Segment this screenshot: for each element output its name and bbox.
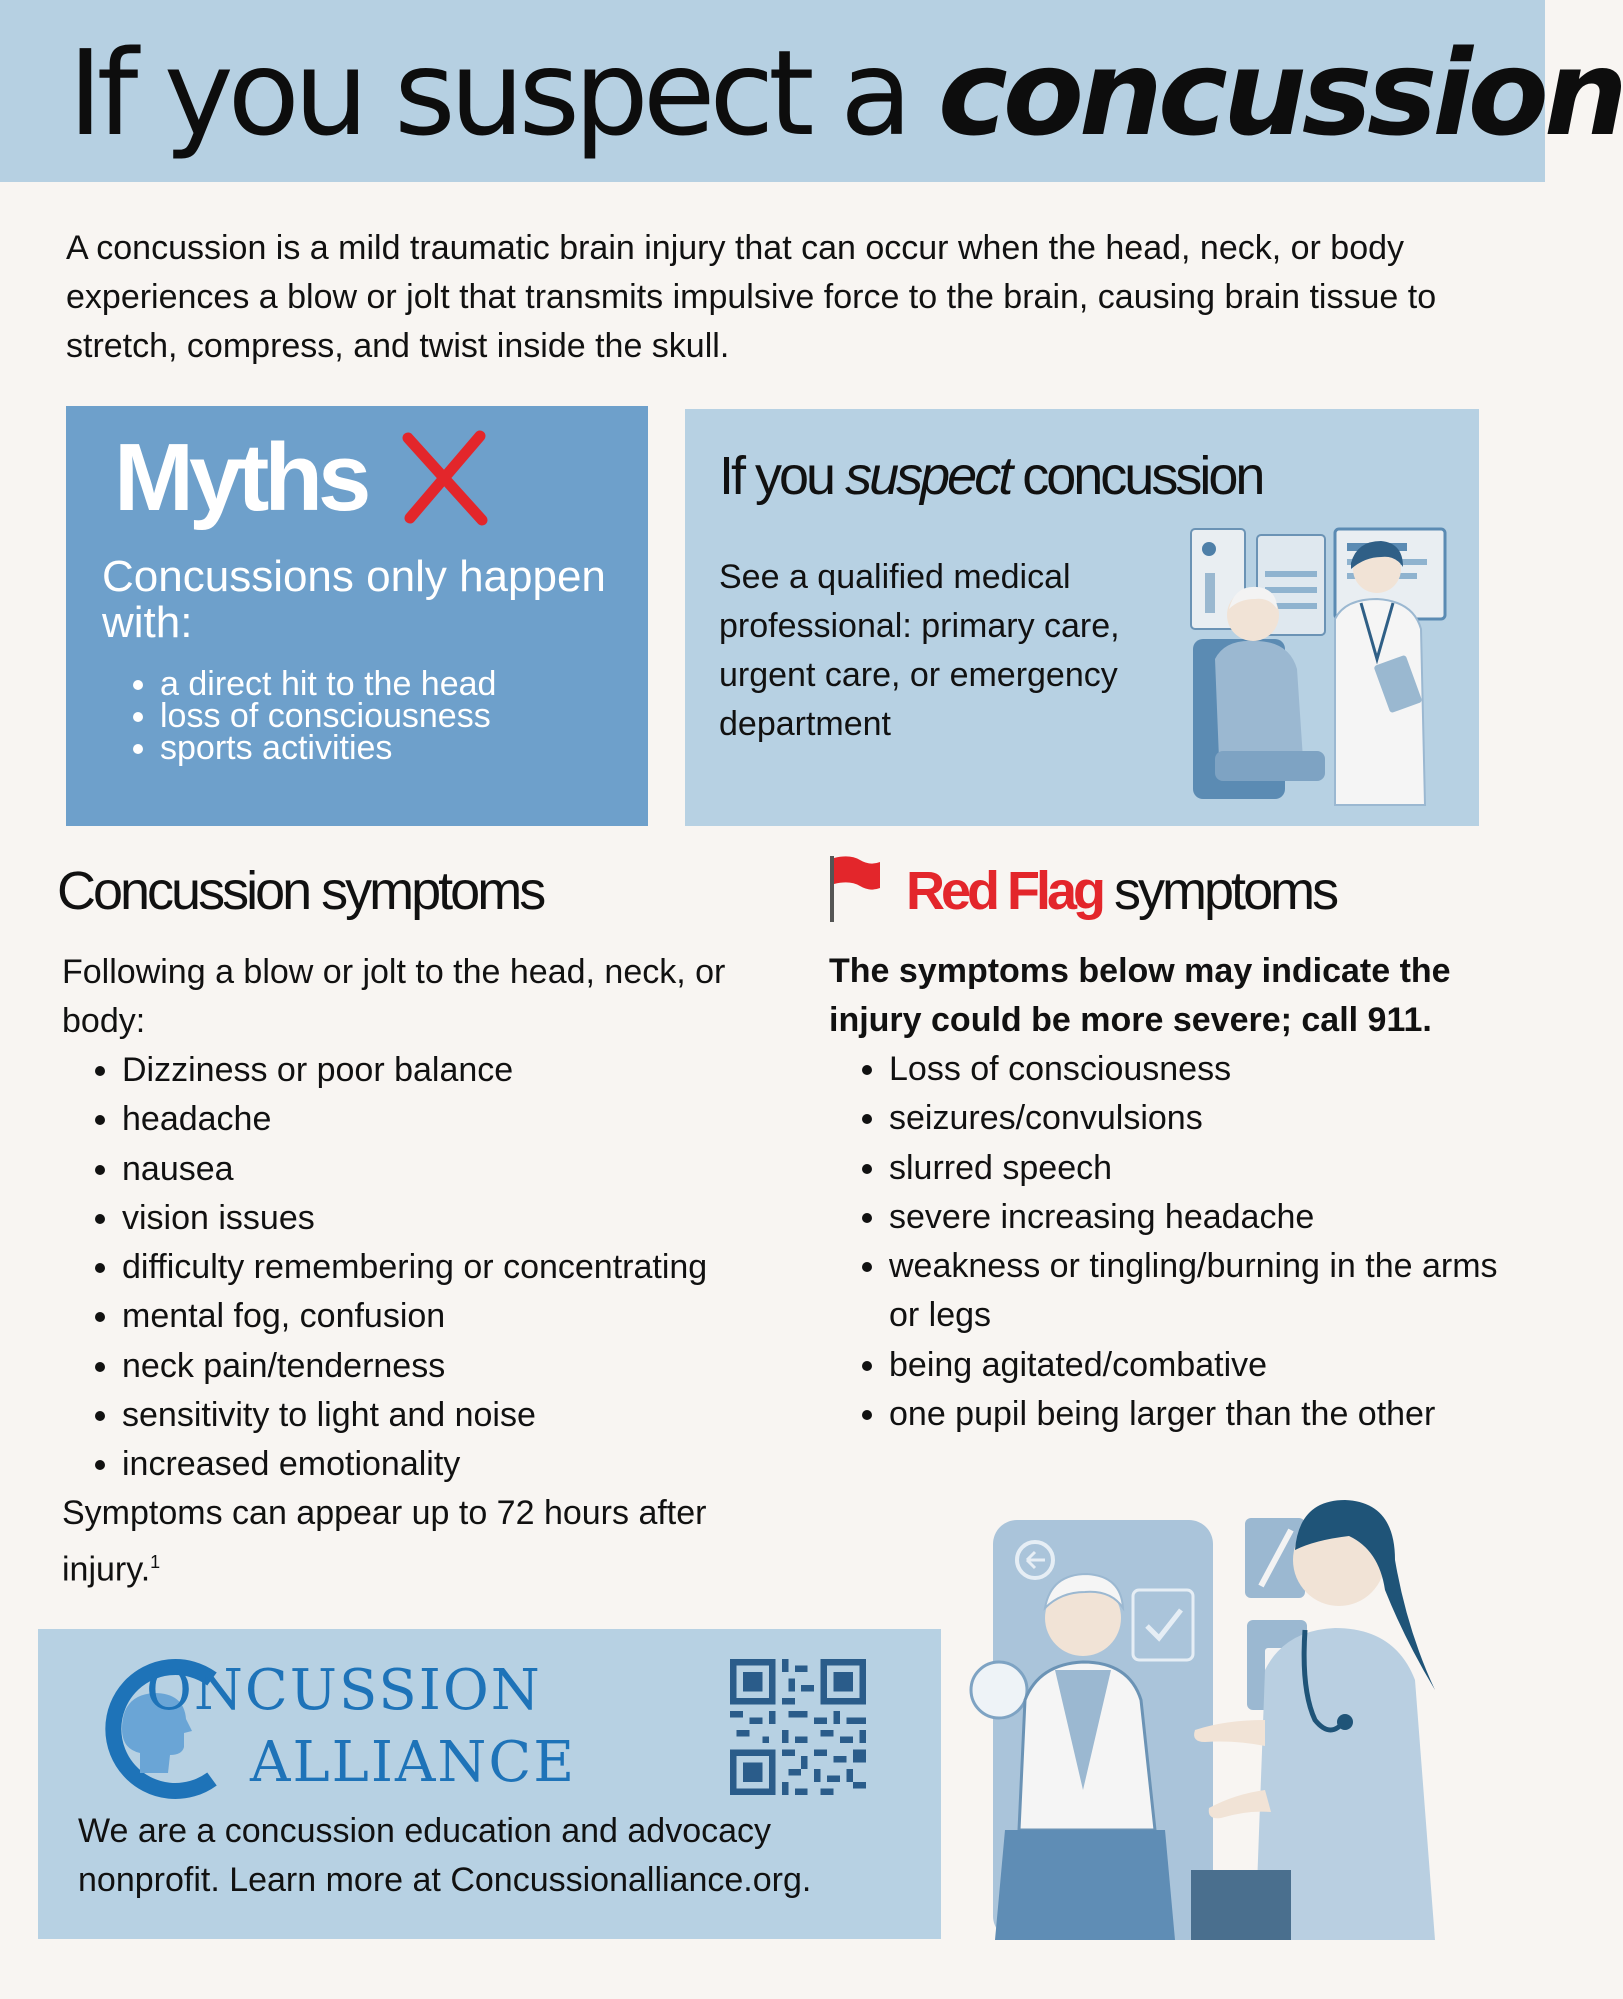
symptoms-intro: Following a blow or jolt to the head, neck, or body: [62, 953, 726, 1040]
symptoms-heading: Concussion symptoms [57, 861, 544, 921]
list-item: • Loss of consciousness [889, 1045, 1529, 1094]
logo-text-line2: ALLIANCE [250, 1730, 577, 1795]
suspect-title-after: concussion [1022, 446, 1263, 506]
list-item: • Dizziness or poor balance [122, 1046, 707, 1095]
suspect-title-emphasis: suspect [845, 446, 1011, 506]
list-item: • weakness or tingling/burning in the arms or legs [889, 1242, 1529, 1341]
list-item: • vision issues [122, 1194, 707, 1243]
red-flag-intro: The symptoms below may indicate the injury could be more severe; call 911. [829, 952, 1451, 1039]
red-flag-heading [906, 862, 1336, 921]
suspect-title [719, 447, 1262, 506]
list-item: • difficulty remembering or concentrating [122, 1243, 707, 1292]
intro-paragraph: A concussion is a mild traumatic brain injury that can occur when the head, neck, or body experiences a blow or jolt that transmits impulsive force to the brain, causing brain tissue to stretch, compress, and twist inside the skull. [66, 229, 1437, 365]
myths-box [66, 406, 648, 826]
list-item: • a direct hit to the head [160, 668, 496, 700]
red-x-icon [394, 428, 494, 528]
suspect-text: See a qualified medical professional: primary care, urgent care, or emergency department [719, 558, 1120, 743]
list-item: • sensitivity to light and noise [122, 1391, 707, 1440]
page-title [68, 24, 1623, 162]
title-plain: If you suspect a [68, 24, 907, 162]
symptoms-note [62, 1489, 802, 1594]
doctor-patient-illustration [1185, 529, 1453, 809]
list-item: • nausea [122, 1145, 707, 1194]
title-emphasis: concussion [937, 24, 1623, 162]
myths-subtitle: Concussions only happen with: [102, 552, 606, 647]
list-item: • headache [122, 1095, 707, 1144]
footnote-ref: 1 [150, 1552, 161, 1572]
list-item: • one pupil being larger than the other [889, 1390, 1529, 1439]
red-flag-icon [826, 852, 882, 922]
qr-code[interactable] [730, 1659, 866, 1795]
logo-text-line1: ONCUSSION [146, 1658, 542, 1723]
list-item: • being agitated/combative [889, 1341, 1529, 1390]
myths-title: Myths [114, 424, 367, 531]
list-item: • sports activities [160, 732, 496, 764]
list-item: • increased emotionality [122, 1440, 707, 1489]
symptoms-note-text: Symptoms can appear up to 72 hours after injury. [62, 1494, 707, 1589]
alliance-text: We are a concussion education and advocacy nonprofit. Learn more at Concussionalliance.org. [78, 1812, 812, 1899]
myths-list [124, 665, 497, 767]
doctor-consult-illustration [965, 1490, 1485, 1950]
list-item: • neck pain/tenderness [122, 1342, 707, 1391]
list-item: • slurred speech [889, 1144, 1529, 1193]
suspect-title-before: If you [719, 446, 834, 506]
list-item: • severe increasing headache [889, 1193, 1529, 1242]
red-flag-heading-red: Red Flag [906, 861, 1103, 921]
suspect-box [685, 409, 1479, 826]
symptoms-list [86, 1046, 707, 1490]
list-item: • loss of consciousness [160, 700, 496, 732]
red-flag-list [853, 1045, 1529, 1439]
red-flag-heading-rest: symptoms [1114, 861, 1337, 921]
list-item: • mental fog, confusion [122, 1292, 707, 1341]
alliance-box [38, 1629, 941, 1939]
list-item: • seizures/convulsions [889, 1094, 1529, 1143]
